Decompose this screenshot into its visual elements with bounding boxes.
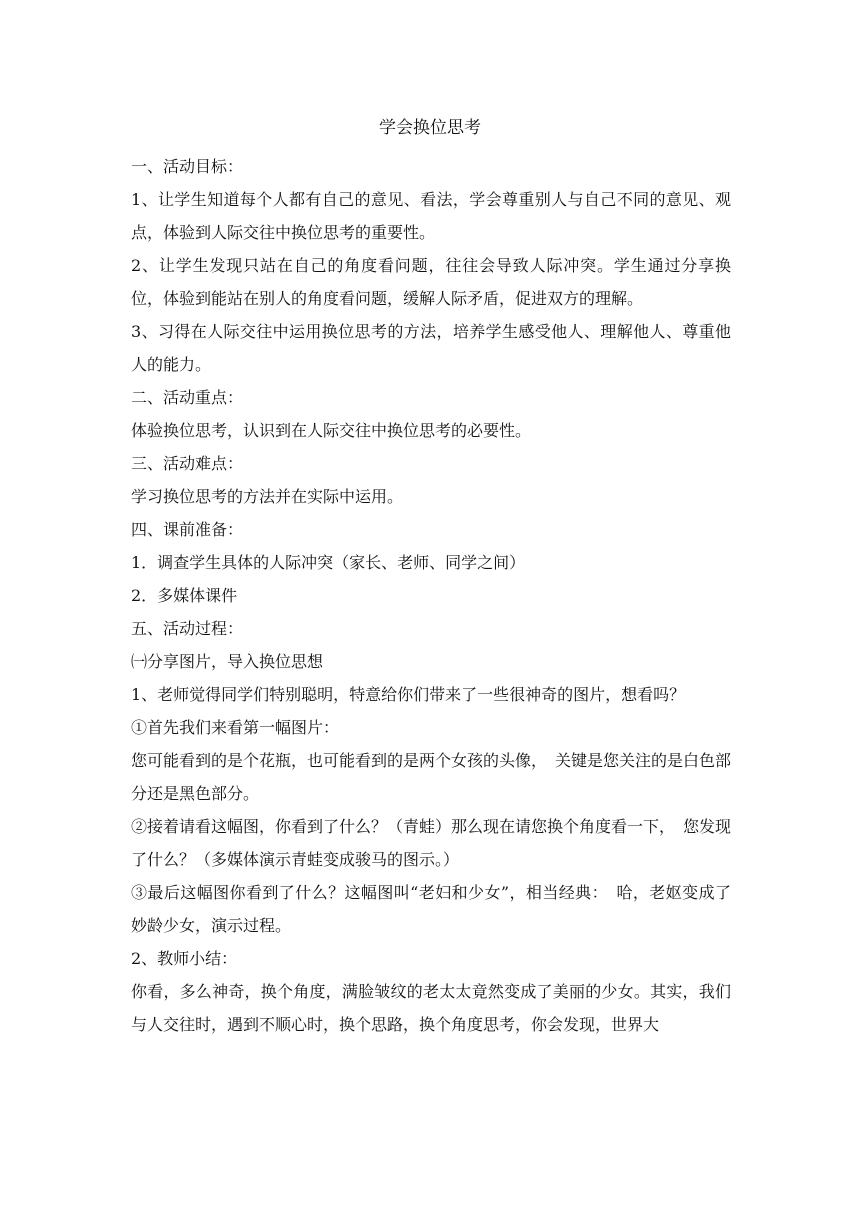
- goal-item-1: 1、让学生知道每个人都有自己的意见、看法，学会尊重别人与自己不同的意见、观点，体验到人际交往中换位思考的重要性。: [131, 190, 731, 242]
- key-points-text: 体验换位思考，认识到在人际交往中换位思考的必要性。: [131, 421, 532, 440]
- picture-1-description: 您可能看到的是个花瓶，也可能看到的是两个女孩的头像， 关键是您关注的是白色部分还是黑色部分。: [131, 751, 732, 803]
- picture-2-description: ②接着请看这幅图，你看到了什么？（青蛙）那么现在请您换个角度看一下， 您发现了什么？（多媒体演示青蛙变成骏马的图示。）: [131, 817, 732, 869]
- section-heading-difficulties: 三、活动难点：: [131, 454, 244, 473]
- picture-1-intro: ①首先我们来看第一幅图片：: [131, 718, 340, 737]
- preparation-item-1: 1．调查学生具体的人际冲突（家长、老师、同学之间）: [131, 553, 526, 572]
- teacher-summary-text: 你看，多么神奇，换个角度，满脸皱纹的老太太竟然变成了美丽的少女。其实，我们与人交往时，遇到不顺心时，换个思路，换个角度思考，你会发现，世界大: [131, 982, 731, 1034]
- section-heading-process: 五、活动过程：: [131, 619, 244, 638]
- process-step-1: 1、老师觉得同学们特别聪明，特意给你们带来了一些很神奇的图片，想看吗？: [131, 685, 686, 704]
- difficulties-text: 学习换位思考的方法并在实际中运用。: [131, 487, 404, 506]
- picture-3-description: ③最后这幅图你看到了什么？这幅图叫“老妇和少女”，相当经典： 哈，老妪变成了妙龄少女，演示过程。: [131, 883, 731, 935]
- section-heading-preparation: 四、课前准备：: [131, 520, 244, 539]
- teacher-summary-heading: 2、教师小结：: [131, 949, 238, 968]
- goal-item-2: 2、让学生发现只站在自己的角度看问题，往往会导致人际冲突。学生通过分享换位，体验到能站在别人的角度看问题，缓解人际矛盾，促进双方的理解。: [131, 256, 731, 308]
- section-heading-goals: 一、活动目标：: [131, 157, 244, 176]
- preparation-item-2: 2．多媒体课件: [131, 586, 238, 605]
- goal-item-3: 3、习得在人际交往中运用换位思考的方法，培养学生感受他人、理解他人、尊重他人的能力。: [131, 322, 731, 374]
- document-title: 学会换位思考: [379, 118, 481, 138]
- document-body: [131, 150, 731, 1041]
- section-heading-key-points: 二、活动重点：: [131, 388, 244, 407]
- process-subheading-1: ㈠分享图片，导入换位思想: [131, 652, 324, 671]
